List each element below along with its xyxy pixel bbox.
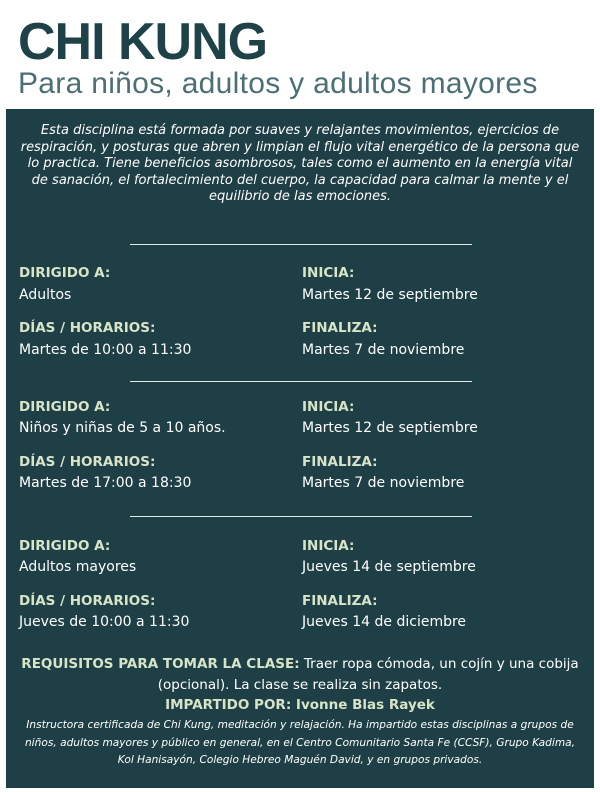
requirements-text: Traer ropa cómoda, un cojín y una cobija (opcional). La clase se realiza sin zapatos. xyxy=(157,656,579,693)
finaliza-label: FINALIZA: xyxy=(302,593,378,609)
divider xyxy=(130,381,472,382)
inicia-value: Jueves 14 de septiembre xyxy=(302,559,476,575)
page-title: CHI KUNG xyxy=(18,13,268,71)
instructor-bio: Instructora certificada de Chi Kung, meditación y relajación. Ha impartido estas disciplinas a grupos de niños, adultos mayores y público en general, en el Centro Comunitario Santa Fe (CCSF), Grupo Kadima, Kol Hanisayón, Colegio Hebreo Maguén David, y en grupos privados. xyxy=(24,719,576,766)
dirigido-value: Niños y niñas de 5 a 10 años. xyxy=(19,420,226,436)
finaliza-value: Jueves 14 de diciembre xyxy=(302,614,467,630)
requirements-label: REQUISITOS PARA TOMAR LA CLASE: xyxy=(21,656,300,672)
dirigido-label: DIRIGIDO A: xyxy=(19,265,111,281)
intro-paragraph: Esta disciplina está formada por suaves y relajantes movimientos, ejercicios de respiración, y posturas que abren y limpian el flujo vital energético de la persona que lo practica. Tiene beneficios asombrosos, tales como el aumento en la energía vital de sanación, el fortalecimiento del cuerpo, la capacidad para calmar la mente y el equilibrio de las emociones. xyxy=(20,123,580,204)
info-panel xyxy=(6,109,594,788)
dias-value: Jueves de 10:00 a 11:30 xyxy=(19,614,190,630)
divider xyxy=(130,516,472,517)
finaliza-value: Martes 7 de noviembre xyxy=(302,342,465,358)
dias-label: DÍAS / HORARIOS: xyxy=(19,454,156,470)
dirigido-value: Adultos xyxy=(19,287,72,303)
finaliza-label: FINALIZA: xyxy=(302,320,378,336)
page-subtitle: Para niños, adultos y adultos mayores xyxy=(18,67,538,100)
instructor-heading: IMPARTIDO POR: Ivonne Blas Rayek xyxy=(165,697,435,713)
dias-value: Martes de 10:00 a 11:30 xyxy=(19,342,192,358)
finaliza-value: Martes 7 de noviembre xyxy=(302,475,465,491)
inicia-value: Martes 12 de septiembre xyxy=(302,287,478,303)
dias-value: Martes de 17:00 a 18:30 xyxy=(19,475,192,491)
dias-label: DÍAS / HORARIOS: xyxy=(19,593,156,609)
inicia-value: Martes 12 de septiembre xyxy=(302,420,478,436)
dirigido-label: DIRIGIDO A: xyxy=(19,538,111,554)
inicia-label: INICIA: xyxy=(302,538,355,554)
inicia-label: INICIA: xyxy=(302,399,355,415)
divider xyxy=(130,244,472,245)
inicia-label: INICIA: xyxy=(302,265,355,281)
dias-label: DÍAS / HORARIOS: xyxy=(19,320,156,336)
dirigido-value: Adultos mayores xyxy=(19,559,137,575)
dirigido-label: DIRIGIDO A: xyxy=(19,399,111,415)
requirements xyxy=(20,654,580,696)
finaliza-label: FINALIZA: xyxy=(302,454,378,470)
